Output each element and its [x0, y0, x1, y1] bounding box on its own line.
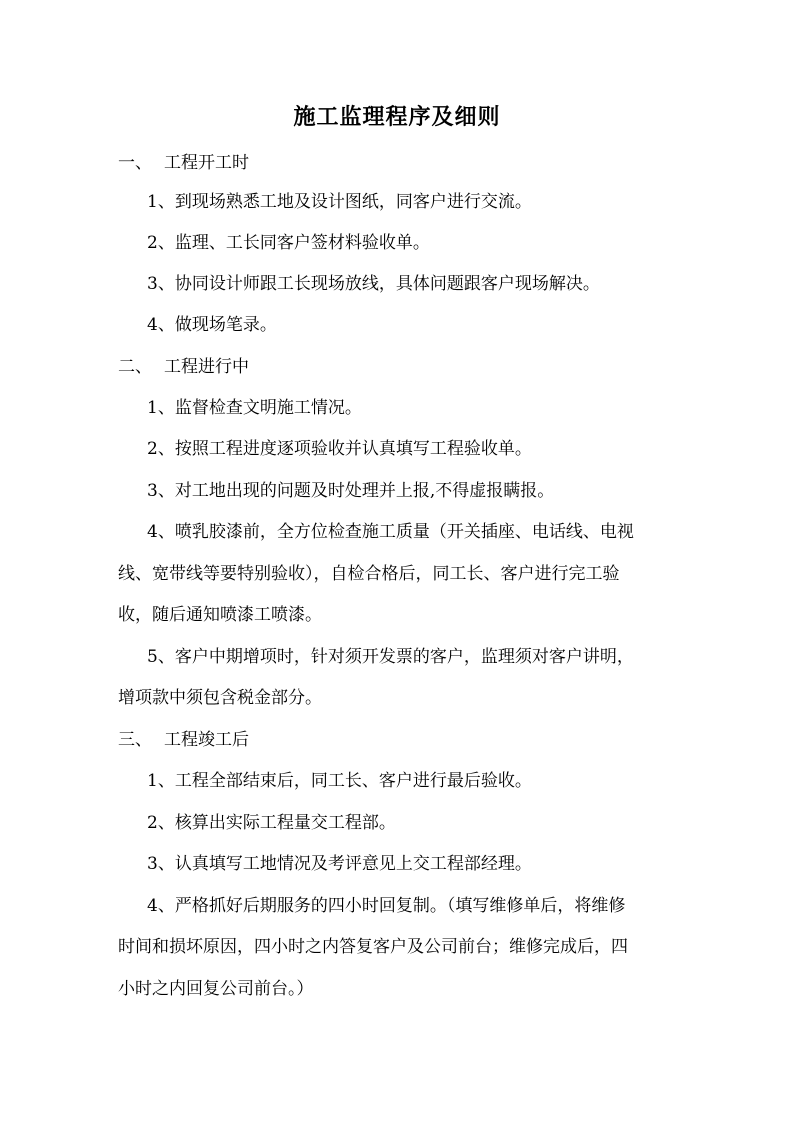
list-item: 2、监理、工长同客户签材料验收单。 [147, 233, 430, 253]
section-number: 一、 [118, 153, 152, 173]
list-item: 4、喷乳胶漆前，全方位检查施工质量（开关插座、电话线、电视 [147, 522, 634, 542]
section-title: 工程进行中 [164, 357, 249, 377]
section-heading-2 [118, 355, 249, 379]
list-item: 4、做现场笔录。 [147, 315, 277, 335]
document-title: 施工监理程序及细则 [293, 104, 501, 130]
section-number: 二、 [118, 357, 152, 377]
list-item-continuation: 时间和损坏原因，四小时之内答复客户及公司前台；维修完成后，四 [118, 937, 628, 957]
list-item-continuation: 收，随后通知喷漆工喷漆。 [118, 605, 322, 625]
list-item-continuation: 增项款中须包含税金部分。 [118, 688, 322, 708]
section-title: 工程开工时 [164, 153, 249, 173]
list-item: 2、按照工程进度逐项验收并认真填写工程验收单。 [147, 439, 532, 459]
list-item: 1、到现场熟悉工地及设计图纸，同客户进行交流。 [147, 192, 532, 212]
section-heading-1 [118, 151, 249, 175]
list-item: 1、监督检查文明施工情况。 [147, 398, 362, 418]
section-title: 工程竣工后 [164, 730, 249, 750]
list-item: 1、工程全部结束后，同工长、客户进行最后验收。 [147, 771, 532, 791]
list-item-continuation: 小时之内回复公司前台。） [118, 979, 314, 999]
section-number: 三、 [118, 730, 152, 750]
list-item: 3、认真填写工地情况及考评意见上交工程部经理。 [147, 854, 532, 874]
section-heading-3 [118, 728, 249, 752]
list-item: 2、核算出实际工程量交工程部。 [147, 813, 396, 833]
list-item: 4、严格抓好后期服务的四小时回复制。（填写维修单后，将维修 [147, 896, 626, 916]
list-item-continuation: 线、宽带线等要特别验收），自检合格后，同工长、客户进行完工验 [118, 564, 620, 584]
list-item: 5、客户中期增项时，针对须开发票的客户，监理须对客户讲明， [147, 647, 634, 667]
list-item: 3、协同设计师跟工长现场放线，具体问题跟客户现场解决。 [147, 274, 600, 294]
list-item: 3、对工地出现的问题及时处理并上报,不得虚报瞒报。 [147, 481, 555, 501]
